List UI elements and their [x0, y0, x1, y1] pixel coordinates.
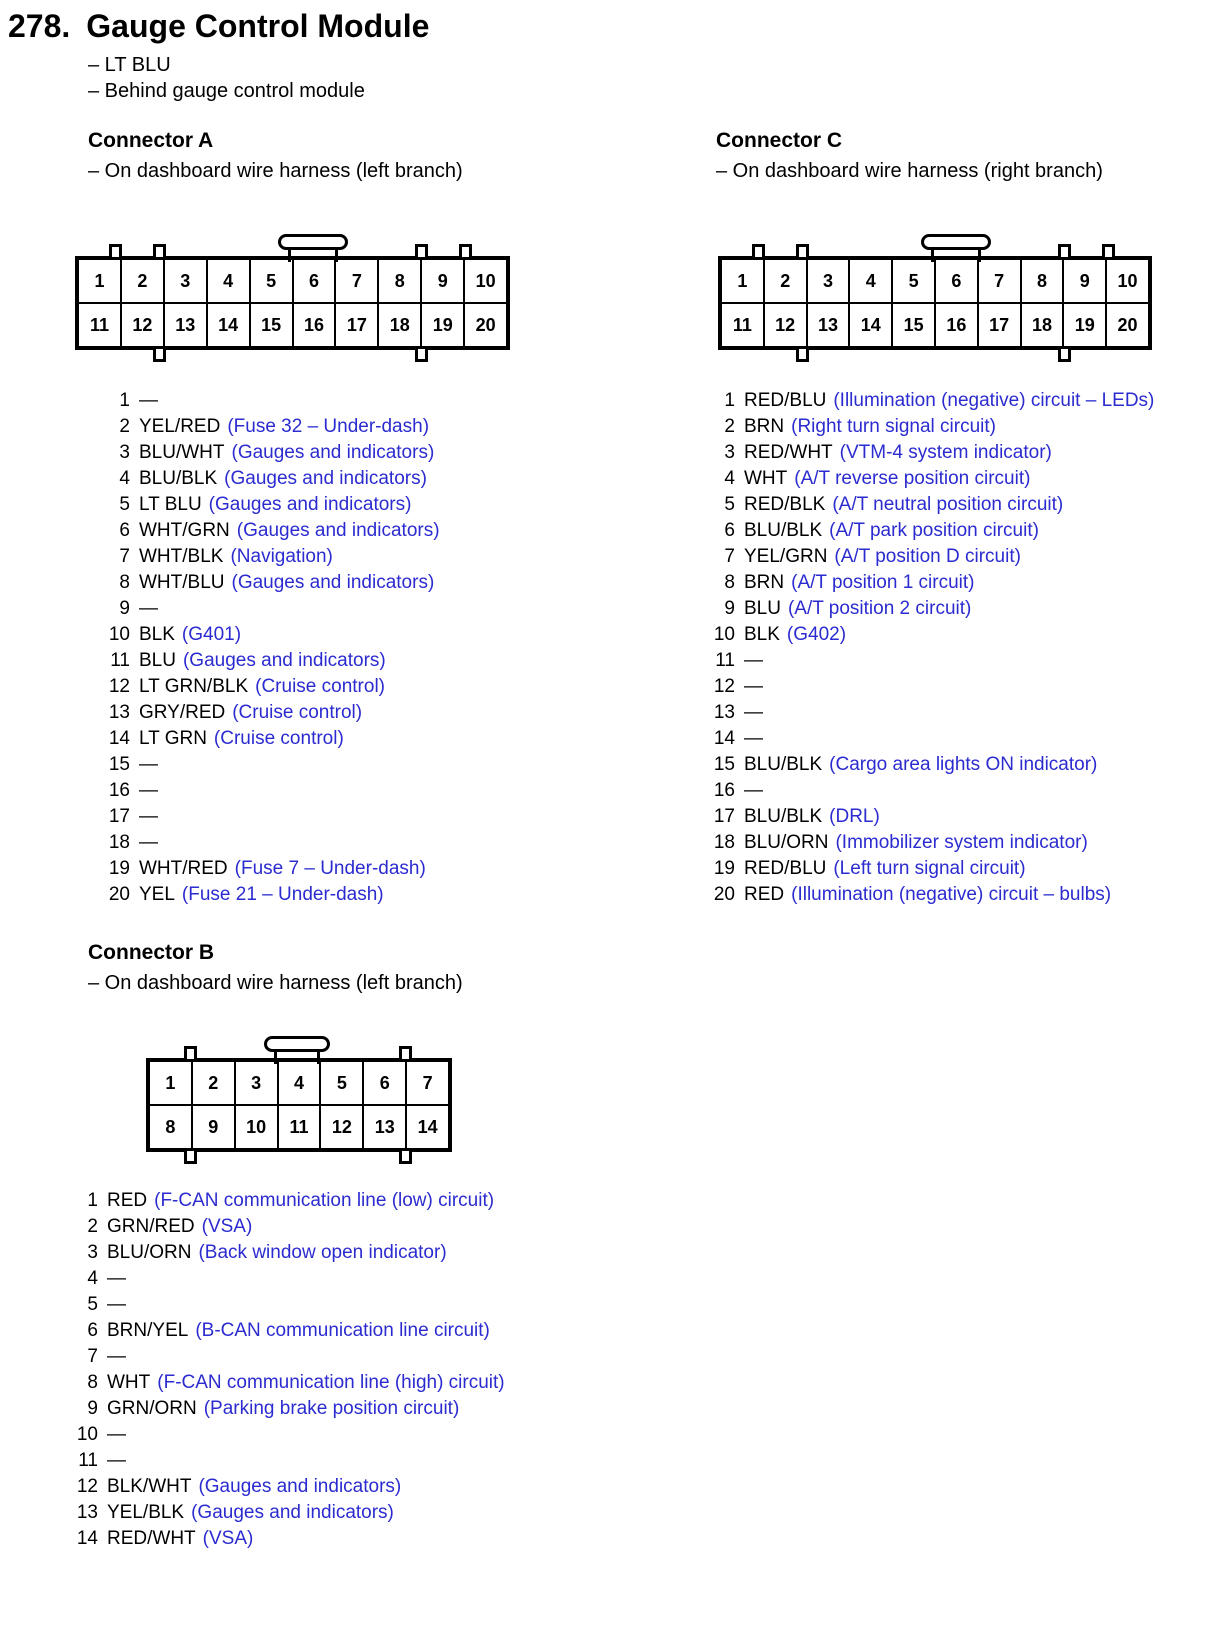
pin-number: 16 — [108, 780, 130, 801]
circuit-link[interactable]: (VTM-4 system indicator) — [839, 442, 1052, 463]
pin-row — [68, 1318, 505, 1344]
circuit-link[interactable]: (Back window open indicator) — [198, 1242, 447, 1263]
circuit-link[interactable]: (A/T position 2 circuit) — [787, 598, 972, 619]
circuit-link[interactable]: (VSA) — [202, 1528, 254, 1549]
pin-cell: 12 — [320, 1105, 363, 1149]
pin-number: 7 — [724, 546, 735, 567]
wire-color: WHT/GRN — [139, 520, 230, 541]
mount-tab — [796, 244, 809, 260]
pin-row — [68, 1240, 505, 1266]
pin-row — [100, 544, 440, 570]
pin-number: 12 — [108, 676, 130, 697]
note-line: – Behind gauge control module — [88, 80, 365, 102]
pin-cell: 6 — [293, 259, 336, 303]
circuit-link[interactable]: (A/T position 1 circuit) — [791, 572, 975, 593]
pin-number: 12 — [76, 1476, 98, 1497]
pin-number: 20 — [713, 884, 735, 905]
circuit-link[interactable]: (VSA) — [201, 1216, 253, 1237]
wire-color: BLU — [139, 650, 176, 671]
wire-color: RED/BLU — [744, 858, 827, 879]
pin-cell: 8 — [149, 1105, 192, 1149]
wire-color: — — [107, 1424, 126, 1445]
wire-color: — — [107, 1268, 126, 1289]
circuit-link[interactable]: (Fuse 21 – Under-dash) — [181, 884, 384, 905]
connector-c-diagram — [718, 256, 1152, 350]
pin-row — [100, 622, 440, 648]
pin-cell: 14 — [849, 303, 892, 347]
pin-cell: 2 — [764, 259, 807, 303]
pin-row — [68, 1214, 505, 1240]
pin-number: 4 — [724, 468, 735, 489]
pin-grid-row — [78, 259, 507, 303]
pin-number: 8 — [119, 572, 130, 593]
circuit-link[interactable]: (Gauges and indicators) — [208, 494, 412, 515]
page-title — [8, 8, 429, 45]
wire-color: BLU — [744, 598, 781, 619]
pin-cell: 10 — [1106, 259, 1149, 303]
pin-row — [705, 596, 1154, 622]
pin-row — [68, 1422, 505, 1448]
circuit-link[interactable]: (Illumination (negative) circuit – bulbs) — [791, 884, 1112, 905]
pin-cell: 8 — [378, 259, 421, 303]
circuit-link[interactable]: (Cargo area lights ON indicator) — [829, 754, 1098, 775]
pin-number: 9 — [724, 598, 735, 619]
wire-color: YEL/RED — [139, 416, 221, 437]
connector-latch-icon — [264, 1036, 330, 1052]
pin-row — [100, 778, 440, 804]
pin-number: 6 — [724, 520, 735, 541]
pin-number: 11 — [715, 650, 735, 671]
pin-cell: 11 — [721, 303, 764, 347]
wire-color: BLU/WHT — [139, 442, 225, 463]
mount-tab — [153, 244, 166, 260]
pin-row — [100, 596, 440, 622]
pin-cell: 6 — [935, 259, 978, 303]
pin-number: 10 — [108, 624, 130, 645]
circuit-link[interactable]: (Gauges and indicators) — [231, 442, 435, 463]
pin-number: 9 — [87, 1398, 98, 1419]
pin-row — [705, 466, 1154, 492]
pin-cell: 2 — [121, 259, 164, 303]
wire-color: RED/BLU — [744, 390, 827, 411]
connector-a-diagram — [75, 256, 510, 350]
pin-cell: 18 — [378, 303, 421, 347]
pin-row — [705, 778, 1154, 804]
pin-cell: 15 — [250, 303, 293, 347]
circuit-link[interactable]: (DRL) — [829, 806, 880, 827]
wire-color: WHT — [107, 1372, 151, 1393]
pin-cell: 3 — [235, 1061, 278, 1105]
pin-row — [100, 830, 440, 856]
pin-number: 12 — [713, 676, 735, 697]
pin-cell: 4 — [278, 1061, 321, 1105]
connector-latch-icon — [921, 234, 991, 250]
pin-cell: 8 — [1021, 259, 1064, 303]
pin-number: 3 — [724, 442, 735, 463]
circuit-link[interactable]: (Gauges and indicators) — [224, 468, 427, 489]
pin-cell: 7 — [406, 1061, 449, 1105]
pin-cell: 13 — [807, 303, 850, 347]
pin-cell: 2 — [192, 1061, 235, 1105]
pin-row — [100, 518, 440, 544]
pin-row — [705, 726, 1154, 752]
pin-cell: 10 — [235, 1105, 278, 1149]
pin-number: 7 — [119, 546, 130, 567]
pin-row — [100, 700, 440, 726]
pin-cell: 4 — [849, 259, 892, 303]
wire-color: YEL/GRN — [744, 546, 828, 567]
pin-cell: 19 — [421, 303, 464, 347]
circuit-link[interactable]: (Immobilizer system indicator) — [835, 832, 1088, 853]
pin-number: 20 — [108, 884, 130, 905]
pin-number: 2 — [119, 416, 130, 437]
circuit-link[interactable]: (Parking brake position circuit) — [203, 1398, 460, 1419]
pin-row — [705, 570, 1154, 596]
pin-number: 2 — [724, 416, 735, 437]
pin-cell: 9 — [1063, 259, 1106, 303]
pin-row — [705, 622, 1154, 648]
pin-row — [100, 440, 440, 466]
pin-number: 5 — [87, 1294, 98, 1315]
circuit-link[interactable]: (Cruise control) — [232, 702, 363, 723]
wire-color: — — [107, 1294, 126, 1315]
circuit-link[interactable]: (A/T position D circuit) — [834, 546, 1021, 567]
pin-number: 19 — [713, 858, 735, 879]
circuit-link[interactable]: (F-CAN communication line (low) circuit) — [154, 1190, 495, 1211]
mount-tab — [399, 1046, 412, 1062]
pin-row — [68, 1266, 505, 1292]
wire-color: BLK — [744, 624, 780, 645]
pin-cell: 7 — [335, 259, 378, 303]
pin-number: 1 — [724, 390, 735, 411]
circuit-link[interactable]: (A/T reverse position circuit) — [794, 468, 1031, 489]
mount-tab — [415, 346, 428, 362]
wire-color: — — [744, 728, 763, 749]
wire-color: BLU/BLK — [139, 468, 218, 489]
pin-cell: 17 — [978, 303, 1021, 347]
pin-cell: 14 — [207, 303, 250, 347]
pin-row — [705, 804, 1154, 830]
connector-latch-icon — [278, 234, 348, 250]
pin-cell: 1 — [721, 259, 764, 303]
pin-cell: 16 — [293, 303, 336, 347]
pin-number: 4 — [87, 1268, 98, 1289]
mount-tab — [153, 346, 166, 362]
pin-cell: 6 — [363, 1061, 406, 1105]
pin-number: 8 — [87, 1372, 98, 1393]
pin-row — [68, 1344, 505, 1370]
mount-tab — [796, 346, 809, 362]
wire-color: WHT/BLU — [139, 572, 225, 593]
pin-number: 13 — [713, 702, 735, 723]
pin-number: 18 — [713, 832, 735, 853]
pin-number: 6 — [119, 520, 130, 541]
wire-color: RED/WHT — [744, 442, 833, 463]
wire-color: — — [139, 390, 158, 411]
pin-row — [68, 1500, 505, 1526]
connector-b-subtitle: – On dashboard wire harness (left branch) — [88, 972, 463, 994]
pin-cell: 12 — [764, 303, 807, 347]
pin-number: 4 — [119, 468, 130, 489]
connector-a-subtitle: – On dashboard wire harness (left branch) — [88, 160, 463, 182]
mount-tab — [109, 244, 122, 260]
section-title: Gauge Control Module — [86, 8, 430, 44]
wire-color: LT GRN/BLK — [139, 676, 249, 697]
pin-number: 17 — [713, 806, 735, 827]
wire-color: BLU/BLK — [744, 806, 823, 827]
pin-number: 15 — [108, 754, 130, 775]
wire-color: — — [139, 754, 158, 775]
pin-cell: 16 — [935, 303, 978, 347]
pin-cell: 11 — [278, 1105, 321, 1149]
wire-color: BLU/BLK — [744, 754, 823, 775]
connector-a-pinlist — [100, 388, 440, 908]
mount-tab — [752, 244, 765, 260]
circuit-link[interactable]: (G402) — [786, 624, 847, 645]
pin-row — [100, 674, 440, 700]
pin-row — [100, 414, 440, 440]
pin-row — [100, 856, 440, 882]
wire-color: GRN/RED — [107, 1216, 195, 1237]
mount-tab — [1102, 244, 1115, 260]
pin-cell: 1 — [149, 1061, 192, 1105]
mount-tab — [184, 1046, 197, 1062]
pin-cell: 3 — [164, 259, 207, 303]
pin-number: 15 — [713, 754, 735, 775]
pin-cell: 13 — [164, 303, 207, 347]
pin-grid-row — [78, 303, 507, 347]
pin-row — [705, 414, 1154, 440]
connector-c-pinlist — [705, 388, 1154, 908]
pin-cell: 5 — [892, 259, 935, 303]
circuit-link[interactable]: (Left turn signal circuit) — [833, 858, 1026, 879]
wire-color: — — [744, 650, 763, 671]
pin-number: 1 — [87, 1190, 98, 1211]
mount-tab — [415, 244, 428, 260]
circuit-link[interactable]: (Fuse 7 – Under-dash) — [234, 858, 426, 879]
mount-tab — [399, 1148, 412, 1164]
wire-color: WHT/BLK — [139, 546, 224, 567]
pin-row — [705, 882, 1154, 908]
pin-cell: 11 — [78, 303, 121, 347]
pin-row — [705, 674, 1154, 700]
pin-row — [68, 1448, 505, 1474]
pin-row — [705, 830, 1154, 856]
pin-number: 5 — [119, 494, 130, 515]
wire-color: RED — [744, 884, 785, 905]
circuit-link[interactable]: (B-CAN communication line circuit) — [195, 1320, 490, 1341]
pin-grid-row — [149, 1061, 449, 1105]
pin-grid-row — [721, 259, 1149, 303]
circuit-link[interactable]: (Gauges and indicators) — [231, 572, 435, 593]
wire-color: — — [744, 676, 763, 697]
pin-row — [705, 492, 1154, 518]
pin-number: 10 — [713, 624, 735, 645]
pin-number: 13 — [108, 702, 130, 723]
circuit-link[interactable]: (F-CAN communication line (high) circuit) — [157, 1372, 505, 1393]
mount-tab — [1058, 346, 1071, 362]
pin-row — [100, 752, 440, 778]
connector-b-diagram — [146, 1058, 452, 1152]
wire-color: RED — [107, 1190, 148, 1211]
wire-color: — — [139, 806, 158, 827]
wire-color: BLU/BLK — [744, 520, 823, 541]
pin-cell: 13 — [363, 1105, 406, 1149]
pin-number: 19 — [108, 858, 130, 879]
pin-number: 1 — [119, 390, 130, 411]
wire-color: BLK — [139, 624, 175, 645]
mount-tab — [184, 1148, 197, 1164]
pin-cell: 20 — [1106, 303, 1149, 347]
circuit-link[interactable]: (Illumination (negative) circuit – LEDs) — [833, 390, 1155, 411]
connector-c-heading: Connector C — [716, 129, 842, 152]
circuit-link[interactable]: (A/T neutral position circuit) — [832, 494, 1064, 515]
pin-row — [68, 1396, 505, 1422]
pin-number: 3 — [119, 442, 130, 463]
pin-row — [705, 544, 1154, 570]
pin-grid-row — [721, 303, 1149, 347]
wire-color: — — [139, 832, 158, 853]
pin-row — [100, 726, 440, 752]
wire-color: BRN — [744, 416, 785, 437]
wire-color: YEL/BLK — [107, 1502, 185, 1523]
pin-number: 14 — [76, 1528, 98, 1549]
pin-row — [68, 1292, 505, 1318]
pin-row — [705, 518, 1154, 544]
pin-row — [100, 570, 440, 596]
pin-row — [705, 648, 1154, 674]
module-notes — [88, 52, 365, 104]
pin-cell: 3 — [807, 259, 850, 303]
mount-tab — [459, 244, 472, 260]
wire-color: — — [107, 1346, 126, 1367]
pin-row — [705, 700, 1154, 726]
pin-cell: 5 — [320, 1061, 363, 1105]
wire-color: RED/BLK — [744, 494, 826, 515]
pin-row — [705, 752, 1154, 778]
circuit-link[interactable]: (G401) — [181, 624, 242, 645]
pin-number: 14 — [108, 728, 130, 749]
pin-number: 11 — [78, 1450, 98, 1471]
pin-number: 2 — [87, 1216, 98, 1237]
pin-cell: 18 — [1021, 303, 1064, 347]
wire-color: BRN — [744, 572, 785, 593]
circuit-link[interactable]: (A/T park position circuit) — [829, 520, 1039, 541]
wire-color: GRN/ORN — [107, 1398, 197, 1419]
pin-row — [68, 1526, 505, 1552]
circuit-link[interactable]: (Navigation) — [230, 546, 333, 567]
wire-color: LT BLU — [139, 494, 202, 515]
circuit-link[interactable]: (Fuse 32 – Under-dash) — [227, 416, 430, 437]
pin-cell: 20 — [464, 303, 507, 347]
pin-number: 3 — [87, 1242, 98, 1263]
circuit-link[interactable]: (Right turn signal circuit) — [791, 416, 996, 437]
pin-number: 6 — [87, 1320, 98, 1341]
pin-number: 17 — [108, 806, 130, 827]
note-line: – LT BLU — [88, 54, 171, 76]
pin-number: 5 — [724, 494, 735, 515]
wire-color: WHT — [744, 468, 788, 489]
pin-row — [100, 388, 440, 414]
circuit-link[interactable]: (Gauges and indicators) — [182, 650, 386, 671]
circuit-link[interactable]: (Gauges and indicators) — [236, 520, 440, 541]
pin-number: 9 — [119, 598, 130, 619]
wire-color: LT GRN — [139, 728, 207, 749]
pin-row — [68, 1370, 505, 1396]
pin-number: 16 — [713, 780, 735, 801]
wire-color: GRY/RED — [139, 702, 226, 723]
pin-number: 18 — [108, 832, 130, 853]
wire-color: YEL — [139, 884, 175, 905]
pin-row — [100, 492, 440, 518]
pin-row — [68, 1474, 505, 1500]
pin-number: 13 — [76, 1502, 98, 1523]
wire-color: — — [139, 598, 158, 619]
circuit-link[interactable]: (Gauges and indicators) — [191, 1502, 394, 1523]
connector-c-subtitle: – On dashboard wire harness (right branch) — [716, 160, 1103, 182]
wire-color: BLK/WHT — [107, 1476, 192, 1497]
pin-row — [100, 466, 440, 492]
connector-b-heading: Connector B — [88, 941, 214, 964]
wire-color: BLU/ORN — [744, 832, 829, 853]
pin-row — [705, 856, 1154, 882]
connector-b-pinlist — [68, 1188, 505, 1552]
pin-cell: 17 — [335, 303, 378, 347]
wire-color: WHT/RED — [139, 858, 228, 879]
wire-color: — — [744, 702, 763, 723]
connector-a-heading: Connector A — [88, 129, 214, 152]
wire-color: BRN/YEL — [107, 1320, 189, 1341]
pin-cell: 9 — [192, 1105, 235, 1149]
pin-number: 8 — [724, 572, 735, 593]
pin-number: 14 — [713, 728, 735, 749]
pin-row — [705, 440, 1154, 466]
wire-color: RED/WHT — [107, 1528, 196, 1549]
pin-number: 11 — [110, 650, 130, 671]
wire-color: — — [139, 780, 158, 801]
wire-color: — — [744, 780, 763, 801]
wire-color: — — [107, 1450, 126, 1471]
pin-number: 7 — [87, 1346, 98, 1367]
pin-cell: 7 — [978, 259, 1021, 303]
pin-cell: 5 — [250, 259, 293, 303]
pin-cell: 1 — [78, 259, 121, 303]
pin-row — [100, 882, 440, 908]
pin-number: 10 — [76, 1424, 98, 1445]
section-number: 278. — [8, 8, 71, 44]
pin-row — [705, 388, 1154, 414]
circuit-link[interactable]: (Cruise control) — [213, 728, 344, 749]
pin-cell: 4 — [207, 259, 250, 303]
pin-row — [100, 804, 440, 830]
pin-cell: 12 — [121, 303, 164, 347]
pin-cell: 15 — [892, 303, 935, 347]
pin-cell: 10 — [464, 259, 507, 303]
pin-row — [68, 1188, 505, 1214]
pin-cell: 14 — [406, 1105, 449, 1149]
wire-color: BLU/ORN — [107, 1242, 192, 1263]
circuit-link[interactable]: (Cruise control) — [255, 676, 385, 697]
pin-cell: 19 — [1063, 303, 1106, 347]
circuit-link[interactable]: (Gauges and indicators) — [198, 1476, 402, 1497]
mount-tab — [1058, 244, 1071, 260]
pin-row — [100, 648, 440, 674]
pin-grid-row — [149, 1105, 449, 1149]
pin-cell: 9 — [421, 259, 464, 303]
